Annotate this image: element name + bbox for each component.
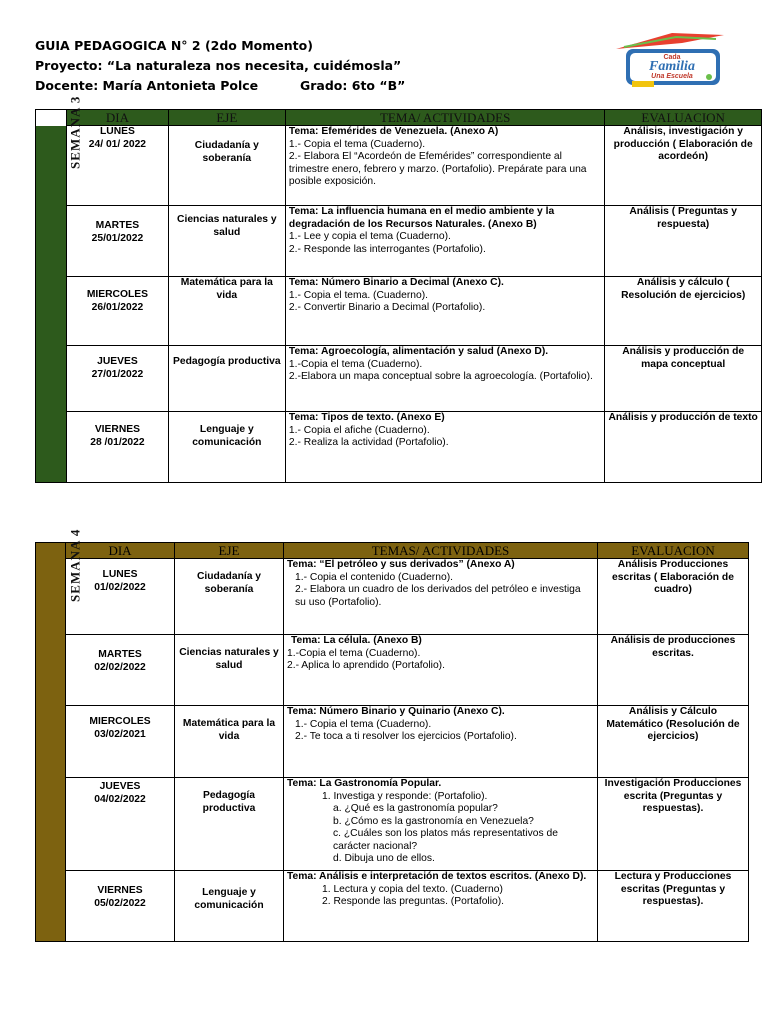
activity: 1. Investiga y responde: (Portafolio). — [322, 790, 488, 802]
eje-cell — [168, 277, 285, 346]
activity: 1.- Copia el tema (Cuaderno). — [295, 718, 432, 730]
eval-text: Análisis de producciones escritas. — [610, 635, 736, 659]
activity: 1.-Copia el tema (Cuaderno). — [288, 358, 423, 370]
eval-cell — [598, 871, 749, 942]
table-row — [36, 559, 749, 635]
eval-text: Análisis, investigación y producción ( Elaboración de acordeón) — [613, 126, 753, 162]
eje-cell — [168, 346, 285, 412]
teacher-row — [35, 76, 555, 96]
eje-cell — [175, 778, 284, 871]
tema-cell — [284, 778, 598, 871]
activity: 2.- Elabora El “Acordeón de Efemérides” correspondiente al trimestre enero, febrero y marzo. (Portafolio). Prepárate para una posible exposición. — [288, 151, 587, 187]
week4-table — [35, 528, 749, 942]
tema-title: Tema: La Gastronomía Popular. — [287, 778, 442, 789]
table-row — [36, 871, 749, 942]
activity: 1.- Copia el contenido (Cuaderno). — [295, 571, 453, 583]
day-date: 02/02/2022 — [94, 661, 146, 673]
eje-text: Lenguaje y comunicación — [192, 424, 262, 448]
logo-escuela: Una Escuela — [651, 73, 693, 80]
day-date: 04/02/2022 — [94, 793, 146, 805]
tema-cell — [285, 126, 604, 206]
table-row — [36, 277, 762, 346]
eval-cell — [598, 778, 749, 871]
day-name: MIERCOLES — [86, 289, 149, 300]
table-row — [36, 635, 749, 706]
eje-text: Ciudadanía y soberanía — [196, 571, 262, 595]
col-temas: TEMAS/ ACTIVIDADES — [284, 543, 598, 559]
day-name: MARTES — [98, 649, 142, 660]
day-name: MIERCOLES — [89, 716, 151, 727]
eje-cell — [168, 126, 285, 206]
activity: 1.- Copia el afiche (Cuaderno). — [288, 424, 430, 436]
eje-cell — [175, 706, 284, 778]
eval-text: Lectura y Producciones escritas (Preguntas y respuestas). — [614, 871, 732, 907]
eje-text: Lenguaje y comunicación — [194, 887, 264, 911]
grade-label: Grado: 6to “B” — [300, 78, 406, 93]
activity: 1.-Copia el tema (Cuaderno). — [287, 647, 421, 659]
eje-cell — [168, 412, 285, 483]
cada-familia-logo — [612, 25, 730, 91]
activity: d. Dibuja uno de ellos. — [333, 853, 435, 864]
col-evaluacion: EVALUACION — [605, 110, 762, 126]
day-date: 01/02/2022 — [94, 581, 146, 593]
table-row — [36, 126, 762, 206]
eje-text: Pedagogía productiva — [173, 356, 281, 367]
eval-text: Análisis Producciones escritas ( Elaboración de cuadro) — [612, 559, 734, 595]
eje-cell — [168, 206, 285, 277]
day-name: MARTES — [95, 220, 140, 231]
day-cell — [67, 346, 169, 412]
eje-cell — [175, 559, 284, 635]
activity: 2.- Elabora un cuadro de los derivados del petróleo e investiga su uso (Portafolio). — [295, 584, 581, 608]
activity: 2.- Te toca a ti resolver los ejercicios (Portafolio). — [295, 731, 517, 742]
eje-text: Ciencias naturales y salud — [179, 647, 279, 671]
week-label: SEMANA 3 — [67, 95, 83, 169]
day-cell — [67, 206, 169, 277]
eval-cell — [598, 635, 749, 706]
week-label-cell — [36, 528, 83, 942]
table-row — [36, 346, 762, 412]
tema-cell — [285, 412, 604, 483]
eval-cell — [605, 346, 762, 412]
eval-cell — [605, 412, 762, 483]
logo-familia: Familia — [649, 59, 695, 74]
tema-cell — [285, 346, 604, 412]
eje-text: Pedagogía productiva — [202, 790, 256, 814]
activity: 1. Lectura y copia del texto. (Cuaderno) — [322, 883, 503, 895]
col-dia: DIA — [66, 543, 175, 559]
tema-cell — [284, 706, 598, 778]
eval-text: Análisis y cálculo ( Resolución de ejercicios) — [621, 277, 746, 301]
table-row — [36, 206, 762, 277]
activity: 2.- Realiza la actividad (Portafolio). — [288, 437, 449, 448]
activity: 2.- Convertir Binario a Decimal (Portafolio). — [288, 302, 486, 313]
tema-title: Tema: Número Binario a Decimal (Anexo C). — [288, 277, 504, 288]
tema-title: Tema: La influencia humana en el medio ambiente y la degradación de los Recursos Naturales. (Anexo B) — [288, 206, 555, 230]
eje-text: Ciudadanía y soberanía — [194, 140, 259, 164]
col-dia: DIA — [67, 110, 169, 126]
eval-text: Análisis y producción de mapa conceptual — [622, 346, 745, 370]
tema-title: Tema: Análisis e interpretación de textos escritos. (Anexo D). — [287, 871, 587, 882]
tema-title: Tema: Efemérides de Venezuela. (Anexo A) — [288, 126, 499, 137]
day-cell — [66, 871, 175, 942]
eje-cell — [175, 871, 284, 942]
col-evaluacion: EVALUACION — [598, 543, 749, 559]
week-label: SEMANA 4 — [67, 528, 83, 602]
tema-cell — [284, 871, 598, 942]
eval-cell — [605, 126, 762, 206]
table-row — [36, 778, 749, 871]
eje-cell — [175, 635, 284, 706]
guide-title: GUIA PEDAGOGICA N° 2 (2do Momento) — [35, 38, 313, 53]
activity: a. ¿Qué es la gastronomía popular? — [333, 803, 498, 814]
activity: 2.- Aplica lo aprendido (Portafolio). — [287, 660, 445, 671]
day-date: 05/02/2022 — [94, 897, 146, 909]
day-date: 24/ 01/ 2022 — [88, 138, 147, 150]
tema-cell — [284, 635, 598, 706]
day-name: VIERNES — [94, 424, 141, 435]
week3-table — [35, 95, 762, 483]
activity: 2.-Elabora un mapa conceptual sobre la agroecología. (Portafolio). — [288, 371, 593, 382]
teacher-name: Docente: María Antonieta Polce — [35, 78, 259, 93]
col-eje: EJE — [175, 543, 284, 559]
day-cell — [66, 635, 175, 706]
eval-cell — [605, 277, 762, 346]
tema-title: Tema: “El petróleo y sus derivados” (Anexo A) — [287, 559, 515, 570]
eval-text: Análisis y producción de texto — [608, 412, 758, 423]
tema-title: Tema: La célula. (Anexo B) — [291, 635, 422, 646]
day-cell — [66, 706, 175, 778]
table-row — [36, 412, 762, 483]
eval-text: Investigación Producciones escrita (Preguntas y respuestas). — [604, 778, 742, 814]
eval-text: Análisis ( Preguntas y respuesta) — [629, 206, 737, 230]
day-cell — [67, 277, 169, 346]
day-cell — [67, 412, 169, 483]
eval-cell — [598, 559, 749, 635]
tema-title: Tema: Agroecología, alimentación y salud (Anexo D). — [288, 346, 549, 357]
eje-text: Matemática para la vida — [180, 277, 273, 301]
week-label-cell — [36, 95, 83, 483]
activity: c. ¿Cuáles son los platos más representativos de carácter nacional? — [333, 828, 558, 852]
eje-text: Ciencias naturales y salud — [177, 214, 277, 238]
day-date: 03/02/2021 — [94, 728, 146, 740]
document-header — [35, 36, 555, 96]
activity: 1.- Copia el tema. (Cuaderno). — [288, 289, 428, 301]
project-title: Proyecto: “La naturaleza nos necesita, cuidémosla” — [35, 58, 402, 73]
col-temas: TEMA/ ACTIVIDADES — [285, 110, 604, 126]
day-name: JUEVES — [99, 781, 141, 792]
week4-corner — [36, 543, 66, 559]
tema-cell — [285, 206, 604, 277]
eval-text: Análisis y Cálculo Matemático (Resolución de ejercicios) — [606, 706, 740, 742]
activity: 2. Responde las preguntas. (Portafolio). — [322, 896, 505, 907]
day-name: JUEVES — [97, 356, 138, 367]
col-eje: EJE — [168, 110, 285, 126]
day-date: 25/01/2022 — [91, 232, 144, 244]
activity: b. ¿Cómo es la gastronomía en Venezuela? — [333, 815, 534, 827]
day-date: 27/01/2022 — [91, 368, 144, 380]
tema-title: Tema: Número Binario y Quinario (Anexo C). — [287, 706, 505, 717]
tema-cell — [285, 277, 604, 346]
day-name: LUNES — [102, 569, 138, 580]
day-date: 26/01/2022 — [91, 301, 144, 313]
activity: 1.- Copia el tema (Cuaderno). — [288, 138, 426, 150]
day-cell — [66, 778, 175, 871]
eval-cell — [598, 706, 749, 778]
day-name: VIERNES — [97, 885, 143, 896]
logo-cada: Cada — [663, 54, 681, 61]
day-date: 28 /01/2022 — [90, 436, 145, 448]
eje-text: Matemática para la vida — [182, 718, 276, 742]
day-name: LUNES — [99, 126, 135, 137]
table-row — [36, 706, 749, 778]
activity: 2.- Responde las interrogantes (Portafolio). — [288, 243, 486, 255]
eval-cell — [605, 206, 762, 277]
tema-cell — [284, 559, 598, 635]
tema-title: Tema: Tipos de texto. (Anexo E) — [288, 412, 445, 423]
activity: 1.- Lee y copia el tema (Cuaderno). — [288, 231, 451, 242]
